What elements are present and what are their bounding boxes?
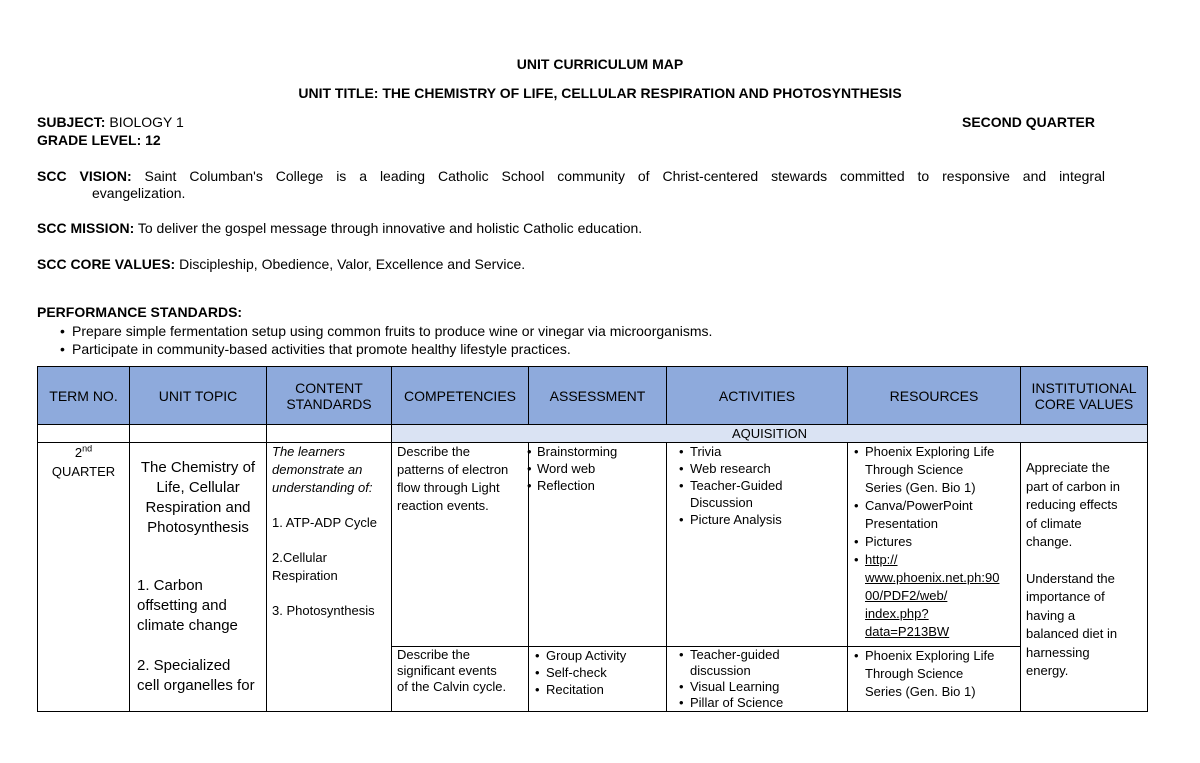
table-header-row: [38, 367, 1148, 425]
vision-label: SCC VISION:: [37, 168, 132, 184]
header-assessment: ASSESSMENT: [529, 367, 667, 425]
header-content-standards: CONTENT STANDARDS: [267, 367, 392, 425]
subject-label: SUBJECT:: [37, 114, 106, 130]
grade-level: GRADE LEVEL: 12: [37, 132, 161, 148]
performance-list: [60, 322, 712, 358]
unit-title: UNIT TITLE: THE CHEMISTRY OF LIFE, CELLULAR RESPIRATION AND PHOTOSYNTHESIS: [298, 85, 902, 101]
content-standards-cell: The learners demonstrate an understanding of: 1. ATP-ADP Cycle 2.Cellular Respiration 3. Photosynthesis: [267, 443, 392, 712]
performance-item: • Participate in community-based activities that promote healthy lifestyle practices.: [60, 340, 712, 358]
subject-value: BIOLOGY 1: [105, 114, 184, 130]
core-values-text: Discipleship, Obedience, Valor, Excellence and Service.: [175, 256, 526, 272]
table-row: [38, 443, 1148, 647]
subject-line: [37, 114, 184, 130]
vision-line: [37, 168, 1105, 185]
unit-topic-cell: The Chemistry of Life, Cellular Respiration and Photosynthesis 1. Carbon offsetting and climate change 2. Specialized cell organelles for: [130, 443, 267, 712]
header-topic: UNIT TOPIC: [130, 367, 267, 425]
activities-cell: • Trivia • Web research • Teacher-Guided Discussion • Picture Analysis: [667, 443, 848, 647]
core-values-cell: Appreciate the part of carbon in reducing effects of climate change. Understand the importance of having a balanced diet in harnessing energy.: [1021, 443, 1148, 712]
header-resources: RESOURCES: [848, 367, 1021, 425]
resource-link[interactable]: http:// www.phoenix.net.ph:90 00/PDF2/web/ index.php? data=P213BW: [865, 552, 1000, 639]
header-core-values: INSTITUTIONAL CORE VALUES: [1021, 367, 1148, 425]
resources-cell: • Phoenix Exploring Life Through Science Series (Gen. Bio 1): [848, 647, 1021, 712]
activities-cell: • Teacher-guided discussion • Visual Learning • Pillar of Science: [667, 647, 848, 712]
quarter-label: SECOND QUARTER: [962, 114, 1096, 130]
mission-text: To deliver the gospel message through innovative and holistic Catholic education.: [134, 220, 643, 236]
performance-item: • Prepare simple fermentation setup using common fruits to produce wine or vinegar via microorganisms.: [60, 322, 712, 340]
core-values-line: [37, 256, 525, 272]
phase-label: AQUISITION: [392, 425, 1148, 443]
resources-cell: • Phoenix Exploring Life Through Science Series (Gen. Bio 1) • Canva/PowerPoint Presentation • Pictures • http:// www.phoenix.net.ph:90 00/PDF2/web/ index.php? data=P213BW: [848, 443, 1021, 647]
performance-list-wrap: [60, 322, 712, 358]
mission-line: [37, 220, 642, 236]
assessment-cell: • Group Activity • Self-check • Recitation: [529, 647, 667, 712]
assessment-cell: • Brainstorming • Word web • Reflection: [529, 443, 667, 647]
header-activities: ACTIVITIES: [667, 367, 848, 425]
term-cell: 2nd QUARTER: [38, 443, 130, 712]
core-values-label: SCC CORE VALUES:: [37, 256, 176, 272]
mission-label: SCC MISSION:: [37, 220, 135, 236]
performance-label: PERFORMANCE STANDARDS:: [37, 304, 243, 320]
header-term: TERM NO.: [38, 367, 130, 425]
competency-cell: Describe the patterns of electron flow through Light reaction events.: [392, 443, 529, 647]
header-competencies: COMPETENCIES: [392, 367, 529, 425]
vision-text-2: evangelization.: [92, 185, 186, 201]
map-title: UNIT CURRICULUM MAP: [516, 56, 684, 72]
curriculum-map-table: [37, 366, 1148, 712]
phase-row: [38, 425, 1148, 443]
competency-cell: Describe the significant events of the Calvin cycle.: [392, 647, 529, 712]
vision-text: Saint Columban's College is a leading Catholic School community of Christ-centered stewards committed to responsive and integral: [131, 168, 1105, 184]
